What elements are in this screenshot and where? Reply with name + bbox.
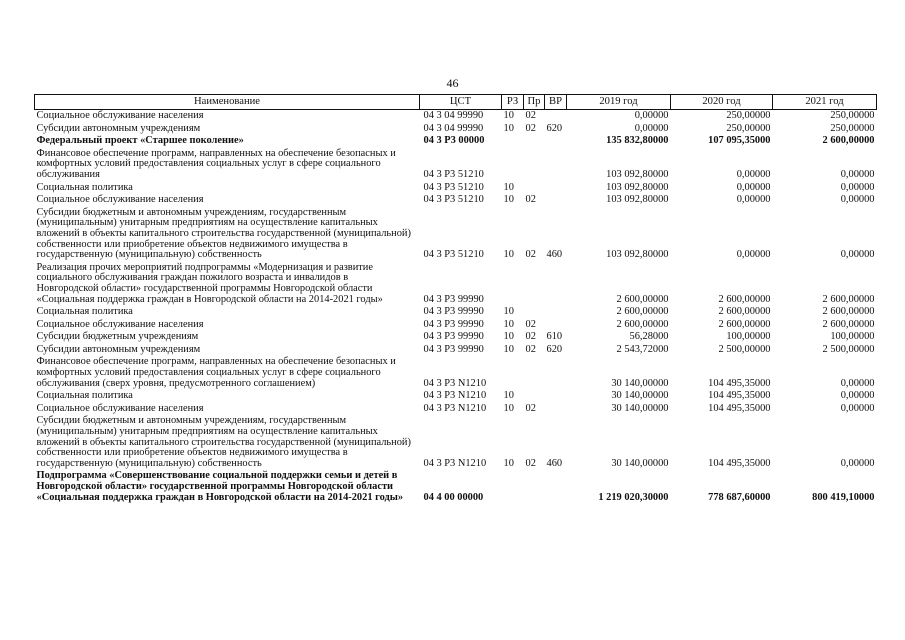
cell-y2020: 104 495,35000 (708, 377, 771, 389)
header-cst: ЦСТ (420, 95, 502, 110)
cell-y2021: 0,00000 (840, 194, 875, 206)
cell-cst: 04 3 Р3 99990 (423, 293, 484, 305)
table-row (35, 470, 877, 504)
cell-cst: 04 3 04 99990 (423, 110, 484, 121)
cell-vr (545, 262, 567, 306)
cell-y2020: 2 600,00000 (718, 306, 771, 318)
table-row (35, 135, 877, 148)
cell-y2020: 250,00000 (726, 110, 771, 121)
cell-rz: 10 (503, 181, 514, 193)
cell-y2020: 0,00000 (736, 181, 771, 193)
header-name: Наименование (35, 95, 420, 110)
cell-y2020: 104 495,35000 (708, 390, 771, 402)
cell-pr (524, 470, 545, 504)
cell-pr (524, 135, 545, 148)
cell-y2020: 2 600,00000 (718, 318, 771, 330)
cell-y2021: 0,00000 (840, 377, 875, 389)
table-header (35, 95, 877, 110)
cell-rz: 10 (503, 318, 514, 330)
cell-cst: 04 3 Р3 51210 (423, 181, 484, 193)
cell-vr (545, 319, 567, 332)
cell-rz (502, 262, 524, 306)
cell-cst: 04 3 Р3 51210 (423, 249, 484, 261)
cell-vr (545, 403, 567, 416)
cell-rz: 10 (503, 306, 514, 318)
cell-y2019: 103 092,80000 (606, 181, 669, 193)
cell-cst: 04 3 Р3 99990 (423, 306, 484, 318)
cell-pr: 02 (525, 318, 536, 330)
cell-vr (545, 110, 567, 123)
header-rz: РЗ (502, 95, 524, 110)
cell-name: Социальная политика (36, 390, 133, 402)
cell-vr (545, 306, 567, 319)
cell-pr: 02 (525, 194, 536, 206)
table-row (35, 262, 877, 306)
cell-y2020: 2 600,00000 (718, 293, 771, 305)
cell-vr: 460 (546, 249, 563, 261)
cell-y2020: 250,00000 (726, 122, 771, 134)
cell-y2021: 2 500,00000 (822, 343, 875, 355)
cell-y2019: 56,28000 (629, 331, 669, 343)
cell-name: Федеральный проект «Старшее поколение» (36, 135, 244, 147)
table-row (35, 306, 877, 319)
cell-y2021: 0,00000 (840, 181, 875, 193)
cell-y2020: 0,00000 (736, 194, 771, 206)
cell-rz (502, 148, 524, 182)
cell-vr: 460 (546, 457, 563, 469)
cell-y2019: 1 219 020,30000 (598, 491, 669, 503)
cell-cst: 04 3 Р3 99990 (423, 331, 484, 343)
cell-y2020: 0,00000 (736, 249, 771, 261)
cell-pr: 02 (525, 457, 536, 469)
cell-rz: 10 (503, 390, 514, 402)
table-row (35, 390, 877, 403)
cell-cst: 04 3 Р3 99990 (423, 343, 484, 355)
cell-rz (502, 470, 524, 504)
cell-y2020: 0,00000 (736, 168, 771, 180)
cell-rz: 10 (503, 194, 514, 206)
cell-vr (545, 148, 567, 182)
cell-name: Социальное обслуживание населения (36, 318, 204, 330)
cell-rz: 10 (503, 122, 514, 134)
cell-y2019: 2 600,00000 (616, 306, 669, 318)
table-row (35, 356, 877, 390)
cell-y2021: 2 600,00000 (822, 293, 875, 305)
cell-y2019: 2 600,00000 (616, 293, 669, 305)
header-pr: Пр (524, 95, 545, 110)
cell-cst: 04 3 Р3 00000 (423, 135, 485, 147)
cell-y2019: 103 092,80000 (606, 168, 669, 180)
cell-vr (545, 182, 567, 195)
header-2019: 2019 год (567, 95, 671, 110)
cell-name: Социальное обслуживание населения (36, 194, 204, 206)
cell-cst: 04 3 04 99990 (423, 122, 484, 134)
cell-cst: 04 3 Р3 N1210 (423, 457, 487, 469)
cell-y2021: 0,00000 (840, 402, 875, 414)
cell-y2019: 135 832,80000 (606, 135, 669, 147)
cell-y2021: 250,00000 (830, 110, 875, 121)
cell-rz: 10 (503, 110, 514, 121)
cell-rz: 10 (503, 402, 514, 414)
cell-y2020: 778 687,60000 (708, 491, 771, 503)
cell-vr (545, 356, 567, 390)
cell-vr (545, 390, 567, 403)
header-vr: ВР (545, 95, 567, 110)
cell-cst: 04 3 Р3 99990 (423, 318, 484, 330)
cell-pr (524, 356, 545, 390)
cell-name: Социальная политика (36, 306, 133, 318)
cell-rz: 10 (503, 457, 514, 469)
cell-name: Субсидии бюджетным учреждениям (36, 331, 199, 343)
table-row (35, 148, 877, 182)
table-row (35, 344, 877, 357)
cell-vr (545, 194, 567, 207)
cell-y2021: 0,00000 (840, 168, 875, 180)
table-row (35, 194, 877, 207)
cell-cst: 04 3 Р3 51210 (423, 168, 484, 180)
cell-y2019: 30 140,00000 (611, 390, 669, 402)
cell-pr: 02 (525, 402, 536, 414)
cell-pr (524, 148, 545, 182)
cell-pr (524, 390, 545, 403)
table-row (35, 331, 877, 344)
cell-y2021: 2 600,00000 (822, 318, 875, 330)
table-row (35, 207, 877, 262)
cell-y2020: 104 495,35000 (708, 402, 771, 414)
cell-y2019: 2 600,00000 (616, 318, 669, 330)
cell-cst: 04 3 Р3 N1210 (423, 402, 487, 414)
cell-y2019: 103 092,80000 (606, 194, 669, 206)
cell-vr (545, 135, 567, 148)
cell-y2019: 30 140,00000 (611, 457, 669, 469)
cell-pr: 02 (525, 343, 536, 355)
table-row (35, 403, 877, 416)
cell-name: Субсидии автономным учреждениям (36, 122, 201, 134)
cell-y2019: 0,00000 (634, 122, 669, 134)
cell-rz: 10 (503, 343, 514, 355)
cell-y2020: 107 095,35000 (708, 135, 771, 147)
table-body (35, 110, 877, 505)
cell-pr: 02 (525, 249, 536, 261)
cell-vr: 620 (546, 122, 563, 134)
cell-pr (524, 262, 545, 306)
cell-rz: 10 (503, 249, 514, 261)
cell-name: Субсидии бюджетным и автономным учреждениям, государственным (муниципальным) унитарным предприятиям на осуществление капитальных вложений в объекты капитального строительства государственной (муниципальной) собственности или приобретение объектов недвижимого имущества в государственную (муниципальную) собственность (36, 206, 411, 261)
cell-rz (502, 356, 524, 390)
cell-y2020: 104 495,35000 (708, 457, 771, 469)
table-row (35, 319, 877, 332)
cell-y2021: 2 600,00000 (822, 306, 875, 318)
cell-name: Финансовое обеспечение программ, направленных на обеспечение безопасных и комфортных условий предоставления социальных услуг в сфере социального обслуживания (сверх уровня, предусмотренного соглашением) (36, 356, 396, 389)
cell-y2019: 2 543,72000 (616, 343, 669, 355)
cell-vr (545, 470, 567, 504)
cell-name: Субсидии бюджетным и автономным учреждениям, государственным (муниципальным) унитарным предприятиям на осуществление капитальных вложений в объекты капитального строительства государственной (муниципальной) собственности или приобретение объектов недвижимого имущества в государственную (муниципальную) собственность (36, 415, 411, 469)
table-row (35, 110, 877, 123)
cell-pr: 02 (525, 110, 536, 121)
cell-y2021: 100,00000 (830, 331, 875, 343)
cell-y2020: 100,00000 (726, 331, 771, 343)
cell-y2020: 2 500,00000 (718, 343, 771, 355)
cell-name: Реализация прочих мероприятий подпрограммы «Модернизация и развитие социального обслуживания граждан пожилого возраста и инвалидов в Новгородской области» государственной программы Новгородской области «Социальная поддержка граждан в Новгородской области на 2014-2021 годы» (36, 261, 383, 305)
cell-name: Финансовое обеспечение программ, направленных на обеспечение безопасных и комфортных условий предоставления социальных услуг в сфере социального обслуживания (36, 147, 396, 180)
cell-y2021: 0,00000 (840, 249, 875, 261)
cell-name: Социальная политика (36, 181, 133, 193)
cell-y2021: 2 600,00000 (822, 135, 875, 147)
cell-y2019: 103 092,80000 (606, 249, 669, 261)
cell-cst: 04 3 Р3 N1210 (423, 390, 487, 402)
table-row (35, 182, 877, 195)
cell-pr (524, 182, 545, 195)
cell-name: Субсидии автономным учреждениям (36, 343, 201, 355)
cell-y2019: 0,00000 (634, 110, 669, 121)
cell-y2019: 30 140,00000 (611, 402, 669, 414)
table-row (35, 415, 877, 470)
cell-name: Социальное обслуживание населения (36, 402, 204, 414)
table-row (35, 123, 877, 136)
cell-y2021: 0,00000 (840, 457, 875, 469)
cell-name: Подпрограмма «Совершенствование социальной поддержки семьи и детей в Новгородской области» государственной программы Новгородской области «Социальная поддержка граждан в Новгородской области на 2014-2021 годы» (36, 470, 404, 503)
cell-y2019: 30 140,00000 (611, 377, 669, 389)
cell-vr: 610 (546, 331, 563, 343)
page-number: 46 (446, 76, 459, 90)
cell-cst: 04 3 Р3 51210 (423, 194, 484, 206)
cell-pr: 02 (525, 331, 536, 343)
cell-pr (524, 306, 545, 319)
cell-rz (502, 135, 524, 148)
cell-pr: 02 (525, 122, 536, 134)
budget-table (34, 94, 877, 504)
cell-y2021: 250,00000 (830, 122, 875, 134)
cell-vr: 620 (546, 343, 563, 355)
header-2021: 2021 год (773, 95, 877, 110)
cell-y2021: 0,00000 (840, 390, 875, 402)
cell-y2021: 800 419,10000 (812, 491, 875, 503)
cell-cst: 04 3 Р3 N1210 (423, 377, 487, 389)
cell-rz: 10 (503, 331, 514, 343)
cell-cst: 04 4 00 00000 (423, 491, 484, 503)
cell-name: Социальное обслуживание населения (36, 110, 204, 121)
header-2020: 2020 год (671, 95, 773, 110)
